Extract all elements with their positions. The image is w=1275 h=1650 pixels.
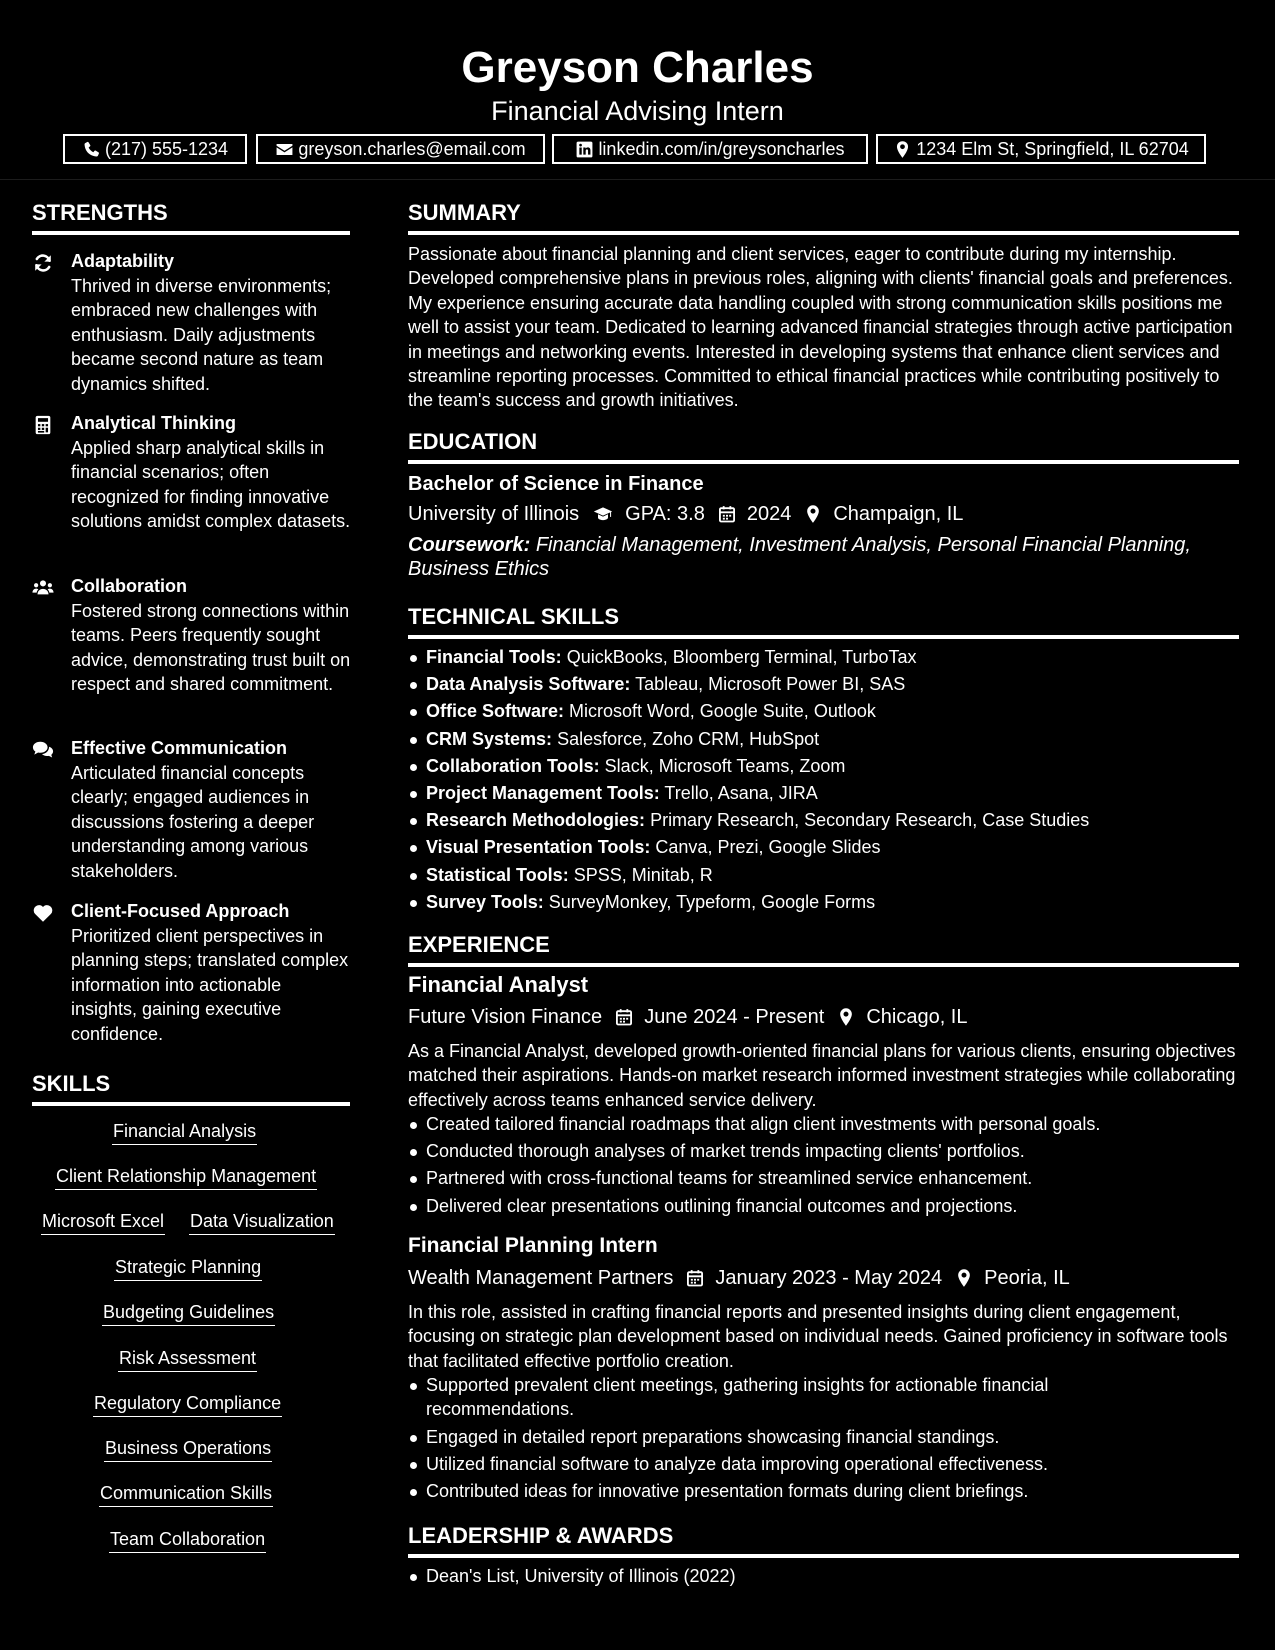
list-item (408, 726, 1239, 753)
list-item: Contributed ideas for innovative presentation formats during client briefings. (408, 1479, 1108, 1503)
skill-tag: Financial Analysis (112, 1118, 257, 1145)
resume-header (0, 0, 1275, 180)
calendar-icon (614, 1007, 634, 1027)
graduation-cap-icon (591, 504, 615, 524)
job-dates: January 2023 - May 2024 (715, 1267, 943, 1289)
skill-values: Slack, Microsoft Teams, Zoom (604, 755, 846, 776)
address-text: 1234 Elm St, Springfield, IL 62704 (916, 138, 1189, 159)
strength-description: Articulated financial concepts clearly; engaged audiences in discussions fostering a deeper understanding among various stakeholders. (71, 763, 315, 881)
heart-icon (32, 902, 54, 924)
skill-category: Data Analysis Software: (426, 674, 631, 695)
degree-title: Bachelor of Science in Finance (408, 473, 704, 495)
list-item: Created tailored financial roadmaps that align client investments with personal goals. (408, 1111, 1239, 1138)
school-name: University of Illinois (408, 503, 580, 525)
phone-contact[interactable] (63, 134, 247, 164)
linkedin-contact[interactable] (552, 134, 868, 164)
calendar-icon (685, 1268, 705, 1288)
experience-heading: EXPERIENCE (408, 931, 1239, 967)
skill-tag: Strategic Planning (114, 1254, 262, 1281)
skill-tag: Communication Skills (99, 1480, 273, 1507)
users-icon (32, 577, 54, 599)
skills-heading: SKILLS (32, 1070, 350, 1106)
graduation-year: 2024 (746, 503, 792, 525)
list-item: Partnered with cross-functional teams for streamlined service enhancement. (408, 1165, 1239, 1192)
skill-values: Primary Research, Secondary Research, Case Studies (650, 810, 1090, 831)
strength-title: Analytical Thinking (71, 413, 237, 433)
job-location: Chicago, IL (866, 1006, 968, 1028)
skill-category: Visual Presentation Tools: (426, 837, 651, 858)
job-meta (408, 1003, 967, 1031)
list-item (408, 753, 1239, 780)
coursework-list: Financial Management, Investment Analysis, Personal Financial Planning, Business Ethics (408, 534, 1191, 580)
strength-description: Applied sharp analytical skills in financial scenarios; often recognized for finding innovative solutions amidst complex datasets. (71, 438, 351, 532)
skill-category: Collaboration Tools: (426, 755, 600, 776)
comments-icon (32, 739, 54, 761)
skill-category: Survey Tools: (426, 891, 544, 912)
skill-tag: Microsoft Excel (41, 1208, 165, 1235)
skill-category: Project Management Tools: (426, 783, 660, 804)
strength-title: Adaptability (71, 251, 175, 271)
skill-values: QuickBooks, Bloomberg Terminal, TurboTax (566, 647, 917, 667)
job-bullets (408, 1111, 1239, 1220)
skill-values: Trello, Asana, JIRA (664, 783, 818, 804)
coursework (408, 533, 1218, 581)
job-title: Financial Analyst (408, 972, 589, 997)
skill-values: Tableau, Microsoft Power BI, SAS (635, 674, 906, 695)
skill-category: Office Software: (426, 701, 565, 722)
company-name: Wealth Management Partners (408, 1267, 674, 1289)
address-contact (876, 134, 1206, 164)
email-text: greyson.charles@email.com (298, 138, 526, 159)
refresh-icon (32, 252, 54, 274)
company-name: Future Vision Finance (408, 1006, 603, 1028)
leadership-heading: LEADERSHIP & AWARDS (408, 1522, 1239, 1558)
list-item (408, 807, 1239, 834)
list-item (408, 698, 1239, 725)
map-marker-icon (803, 504, 823, 524)
linkedin-icon (575, 140, 594, 159)
skill-category: CRM Systems: (426, 728, 553, 749)
list-item: Dean's List, University of Illinois (2022) (408, 1563, 1239, 1590)
skill-values: SPSS, Minitab, R (573, 864, 713, 885)
skill-values: Salesforce, Zoho CRM, HubSpot (557, 728, 820, 749)
skill-tag: Risk Assessment (118, 1345, 257, 1372)
strengths-heading: STRENGTHS (32, 199, 350, 235)
skill-tag: Team Collaboration (109, 1526, 266, 1553)
job-meta (408, 1264, 1070, 1292)
map-marker-icon (836, 1007, 856, 1027)
job-dates: June 2024 - Present (644, 1006, 825, 1028)
strength-description: Prioritized client perspectives in planning steps; translated complex information into actionable insights, gaining executive confidence. (71, 926, 349, 1044)
technical-skills-list (408, 644, 1239, 916)
coursework-label: Coursework: (408, 534, 531, 556)
map-marker-icon (893, 140, 912, 159)
strength-title: Client-Focused Approach (71, 901, 290, 921)
skill-tag: Business Operations (104, 1435, 272, 1462)
strength-description: Thrived in diverse environments; embraced new challenges with enthusiasm. Daily adjustments became second nature as team dynamics shifted. (71, 276, 332, 394)
education-heading: EDUCATION (408, 428, 1239, 464)
list-item (408, 834, 1239, 861)
skill-tag: Regulatory Compliance (93, 1390, 282, 1417)
list-item: Engaged in detailed report preparations showcasing financial standings. (408, 1425, 1108, 1449)
skill-values: Microsoft Word, Google Suite, Outlook (569, 701, 876, 722)
email-contact[interactable] (256, 134, 545, 164)
phone-icon (82, 140, 101, 159)
candidate-title: Financial Advising Intern (491, 96, 784, 126)
list-item: Supported prevalent client meetings, gathering insights for actionable financial recommendations. (408, 1373, 1108, 1422)
list-item (408, 862, 1239, 889)
skill-tag: Client Relationship Management (55, 1163, 317, 1190)
calendar-icon (717, 504, 737, 524)
phone-text: (217) 555-1234 (104, 138, 229, 159)
candidate-name: Greyson Charles (461, 43, 814, 92)
list-item: Conducted thorough analyses of market trends impacting clients' portfolios. (408, 1138, 1239, 1165)
education-meta (408, 500, 963, 528)
summary-text: Passionate about financial planning and client services, eager to contribute during my internship. Developed comprehensive plans in previous roles, aligning with clients' financial goals and preferences. My experience ensuring accurate data handling coupled with strong communication skills positions me well to assist your team. Dedicated to learning advanced financial strategies through active participation in meetings and networking events. Interested in developing systems that enhance client services and streamline reporting processes. Committed to ethical financial practices while contributing positively to the team's success and growth initiatives. (408, 244, 1233, 411)
envelope-icon (275, 140, 294, 159)
gpa-text: GPA: 3.8 (625, 503, 705, 525)
skill-values: Canva, Prezi, Google Slides (655, 837, 881, 858)
list-item: Delivered clear presentations outlining financial outcomes and projections. (408, 1193, 1239, 1220)
job-title: Financial Planning Intern (408, 1234, 658, 1257)
list-item (408, 780, 1239, 807)
map-marker-icon (954, 1268, 974, 1288)
skill-tag: Budgeting Guidelines (102, 1299, 275, 1326)
job-location: Peoria, IL (984, 1267, 1070, 1289)
strength-description: Fostered strong connections within teams. Peers frequently sought advice, demonstrating trust built on respect and shared commitment. (71, 601, 351, 695)
skill-category: Statistical Tools: (426, 864, 569, 885)
job-summary: As a Financial Analyst, developed growth-oriented financial plans for various clients, ensuring objectives matched their aspirations. Hands-on market research informed investment strategies while collaborating effectively across teams enhanced service delivery. (408, 1041, 1236, 1110)
linkedin-text: linkedin.com/in/greysoncharles (598, 138, 845, 159)
skill-tag: Data Visualization (189, 1208, 335, 1235)
strength-title: Collaboration (71, 576, 187, 596)
summary-heading: SUMMARY (408, 199, 1239, 235)
skill-category: Financial Tools: (426, 647, 562, 667)
calculator-icon (32, 414, 54, 436)
list-item (408, 889, 1239, 916)
technical-skills-heading: TECHNICAL SKILLS (408, 603, 1239, 639)
skill-values: SurveyMonkey, Typeform, Google Forms (548, 891, 876, 912)
strength-title: Effective Communication (71, 738, 288, 758)
leadership-list (408, 1563, 1239, 1590)
school-location: Champaign, IL (833, 503, 964, 525)
skill-category: Research Methodologies: (426, 810, 646, 831)
list-item (408, 644, 1239, 671)
list-item: Utilized financial software to analyze data improving operational effectiveness. (408, 1452, 1108, 1476)
job-bullets (408, 1373, 1108, 1506)
list-item (408, 671, 1239, 698)
job-summary: In this role, assisted in crafting financial reports and presented insights during client engagement, focusing on strategic plan development based on individual needs. Gained proficiency in software tools that facilitated effective portfolio creation. (408, 1302, 1228, 1371)
